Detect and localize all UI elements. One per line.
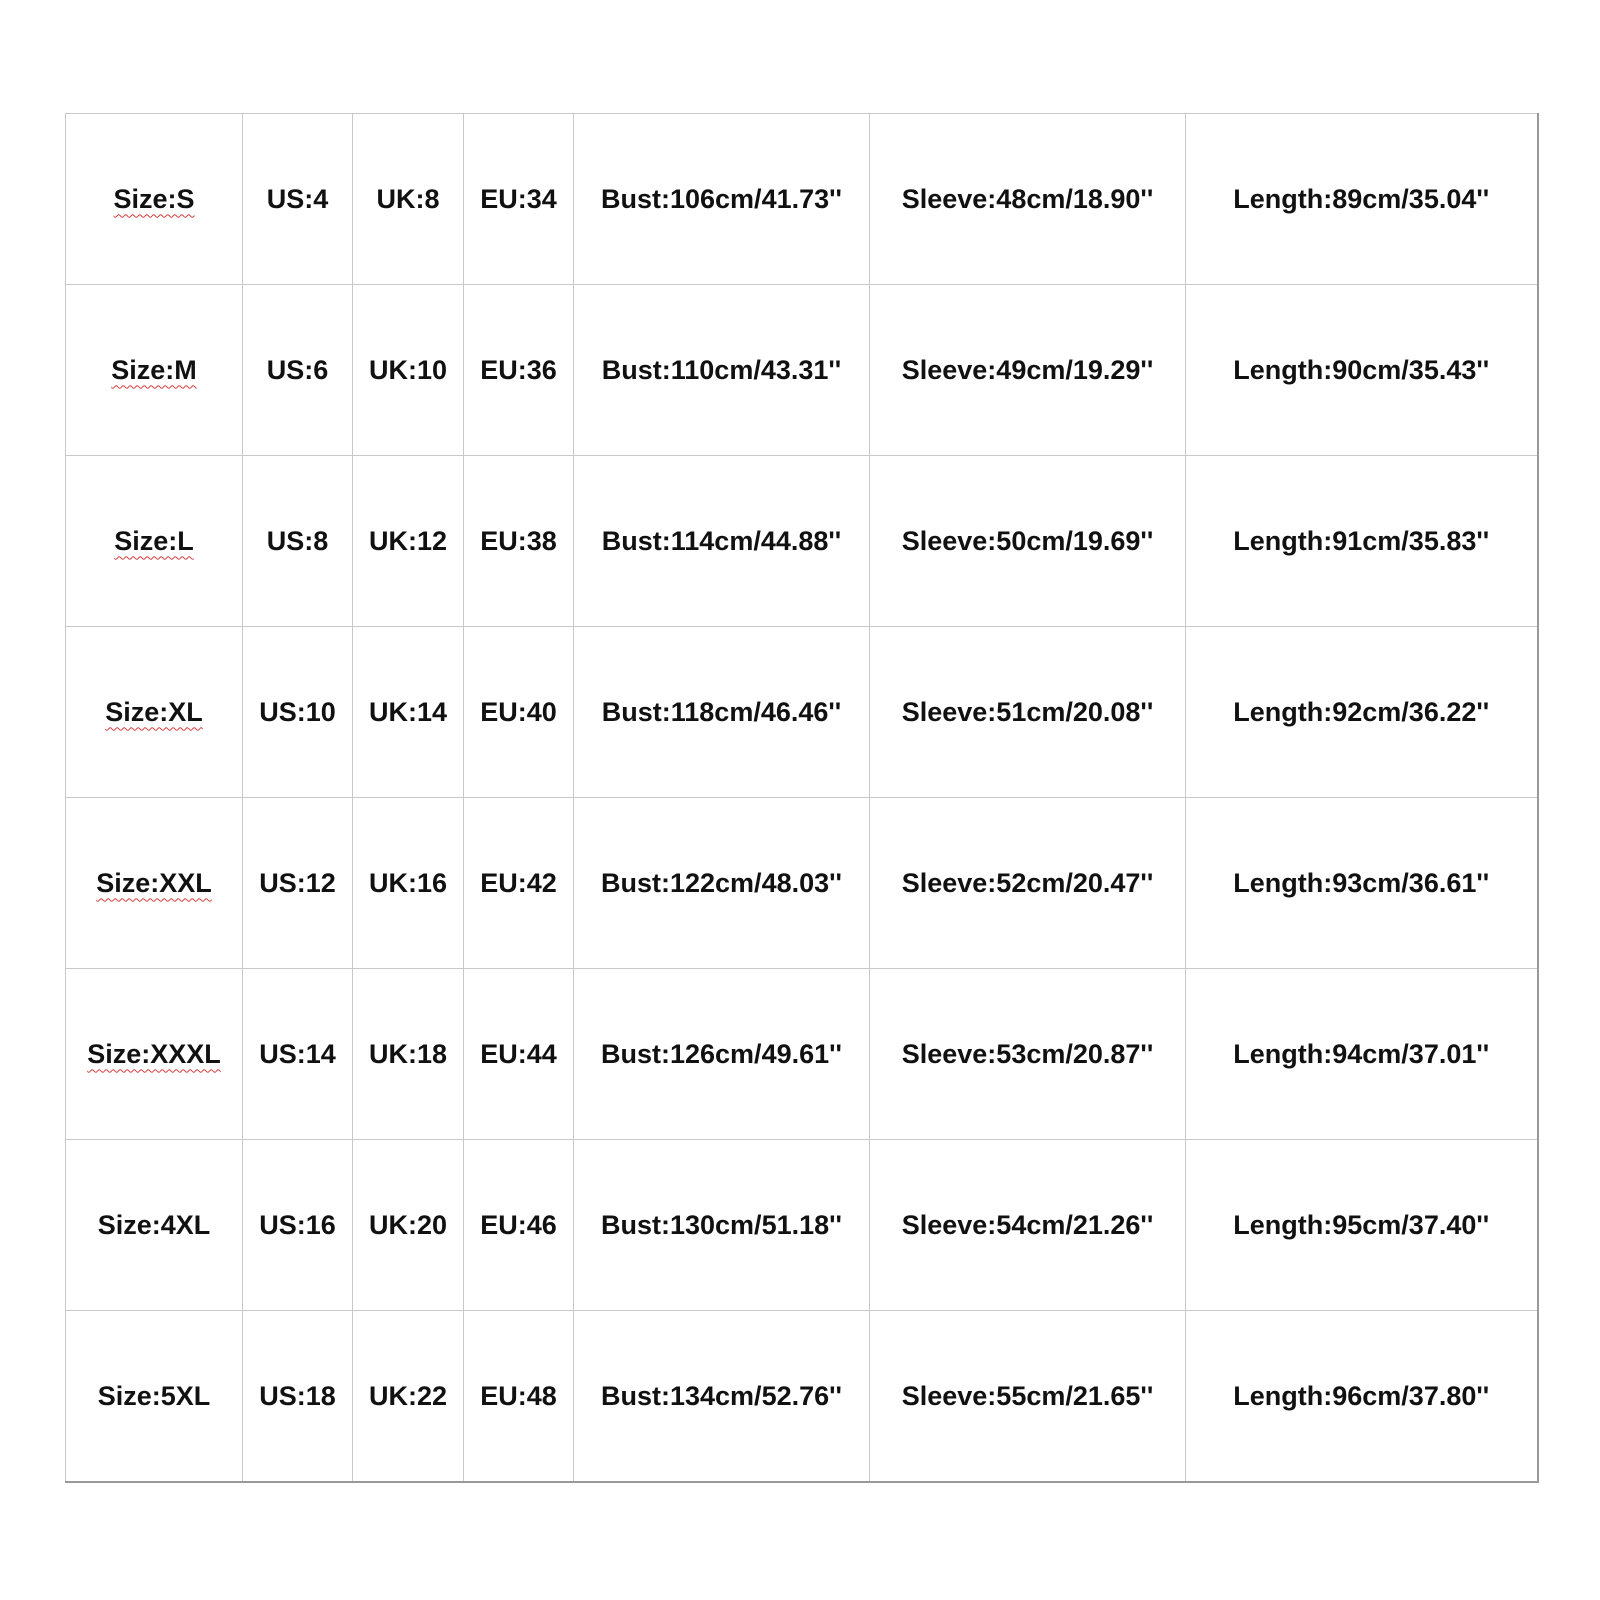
uk-size-cell: UK:20 [353, 1140, 464, 1311]
size-row-xxxl [66, 969, 1538, 1140]
eu-size-cell: EU:34 [464, 114, 574, 285]
size-cell: Size:M [66, 285, 243, 456]
sleeve-cell: Sleeve:52cm/20.47'' [870, 798, 1186, 969]
size-cell: Size:L [66, 456, 243, 627]
bust-cell: Bust:134cm/52.76'' [574, 1311, 870, 1483]
size-row-s [66, 114, 1538, 285]
length-cell: Length:91cm/35.83'' [1186, 456, 1538, 627]
uk-size-cell: UK:12 [353, 456, 464, 627]
eu-size-cell: EU:48 [464, 1311, 574, 1483]
us-size-cell: US:6 [243, 285, 353, 456]
eu-size-cell: EU:42 [464, 798, 574, 969]
size-row-4xl [66, 1140, 1538, 1311]
length-cell: Length:94cm/37.01'' [1186, 969, 1538, 1140]
sleeve-cell: Sleeve:54cm/21.26'' [870, 1140, 1186, 1311]
size-cell: Size:4XL [66, 1140, 243, 1311]
us-size-cell: US:10 [243, 627, 353, 798]
size-chart-table [65, 113, 1539, 1483]
bust-cell: Bust:114cm/44.88'' [574, 456, 870, 627]
uk-size-cell: UK:16 [353, 798, 464, 969]
sleeve-cell: Sleeve:53cm/20.87'' [870, 969, 1186, 1140]
us-size-cell: US:16 [243, 1140, 353, 1311]
uk-size-cell: UK:14 [353, 627, 464, 798]
eu-size-cell: EU:38 [464, 456, 574, 627]
size-row-5xl [66, 1311, 1538, 1483]
uk-size-cell: UK:8 [353, 114, 464, 285]
size-cell: Size:XL [66, 627, 243, 798]
sleeve-cell: Sleeve:48cm/18.90'' [870, 114, 1186, 285]
eu-size-cell: EU:36 [464, 285, 574, 456]
length-cell: Length:93cm/36.61'' [1186, 798, 1538, 969]
us-size-cell: US:8 [243, 456, 353, 627]
bust-cell: Bust:130cm/51.18'' [574, 1140, 870, 1311]
uk-size-cell: UK:18 [353, 969, 464, 1140]
size-cell: Size:XXXL [66, 969, 243, 1140]
size-cell: Size:5XL [66, 1311, 243, 1483]
eu-size-cell: EU:40 [464, 627, 574, 798]
bust-cell: Bust:122cm/48.03'' [574, 798, 870, 969]
length-cell: Length:90cm/35.43'' [1186, 285, 1538, 456]
us-size-cell: US:14 [243, 969, 353, 1140]
size-cell: Size:S [66, 114, 243, 285]
sleeve-cell: Sleeve:55cm/21.65'' [870, 1311, 1186, 1483]
bust-cell: Bust:126cm/49.61'' [574, 969, 870, 1140]
size-row-xl [66, 627, 1538, 798]
length-cell: Length:89cm/35.04'' [1186, 114, 1538, 285]
bust-cell: Bust:106cm/41.73'' [574, 114, 870, 285]
us-size-cell: US:12 [243, 798, 353, 969]
eu-size-cell: EU:44 [464, 969, 574, 1140]
uk-size-cell: UK:10 [353, 285, 464, 456]
size-row-l [66, 456, 1538, 627]
sleeve-cell: Sleeve:50cm/19.69'' [870, 456, 1186, 627]
size-row-m [66, 285, 1538, 456]
bust-cell: Bust:118cm/46.46'' [574, 627, 870, 798]
length-cell: Length:95cm/37.40'' [1186, 1140, 1538, 1311]
uk-size-cell: UK:22 [353, 1311, 464, 1483]
length-cell: Length:92cm/36.22'' [1186, 627, 1538, 798]
length-cell: Length:96cm/37.80'' [1186, 1311, 1538, 1483]
us-size-cell: US:18 [243, 1311, 353, 1483]
bust-cell: Bust:110cm/43.31'' [574, 285, 870, 456]
size-cell: Size:XXL [66, 798, 243, 969]
sleeve-cell: Sleeve:51cm/20.08'' [870, 627, 1186, 798]
size-row-xxl [66, 798, 1538, 969]
sleeve-cell: Sleeve:49cm/19.29'' [870, 285, 1186, 456]
us-size-cell: US:4 [243, 114, 353, 285]
eu-size-cell: EU:46 [464, 1140, 574, 1311]
